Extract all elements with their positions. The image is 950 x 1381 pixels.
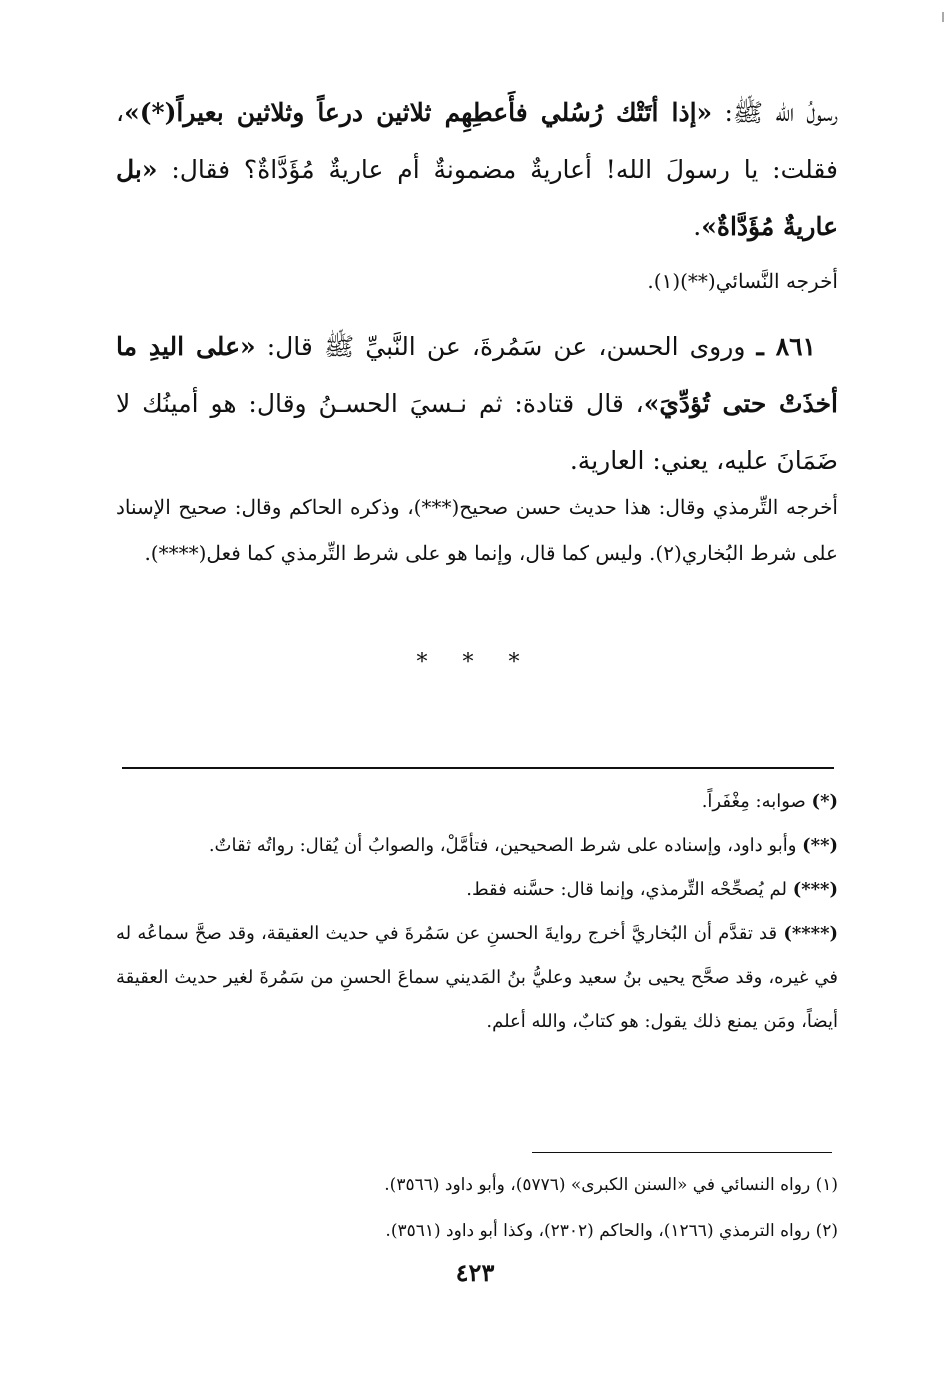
takhrij-nasai: أخرجه النَّسائي(**)(١).: [647, 269, 838, 293]
hadith-text: ، قال قتادة: ثم نـسيَ الحسـنُ وقال: هو أمينُك لا ضَمَانَ عليه، يعني: العارية.: [116, 389, 838, 475]
note-text: صوابه: مِغْفَراً.: [701, 791, 812, 812]
note-mark: (****): [783, 923, 838, 944]
hadith-paragraph-861: [116, 318, 838, 489]
note-mark: (***): [792, 879, 838, 900]
editor-note: [116, 912, 838, 1044]
note-mark: (**): [802, 835, 838, 856]
hadith-number: ٨٦١ ـ: [756, 332, 816, 361]
notes-divider: [122, 767, 834, 769]
note-mark: (*): [811, 791, 838, 812]
footnotes: [116, 1162, 838, 1254]
takhrij-tirmidhi: أخرجه التِّرمذي وقال: هذا حديث حسن صحيح(***)، وذكره الحاكم وقال: صحيح الإسناد على شرط البُخاري(٢). وليس كما قال، وإنما هو على شرط التِّرمذي كما فعل(****).: [116, 495, 838, 565]
page-number: ٤٢٣: [455, 1258, 495, 1287]
hadith-quote: «إذا أتَتْك رُسُلي فأَعطِهِم ثلاثين درعاً وثلاثين بعيراً(*)»: [124, 98, 713, 127]
hadith-text: ، فقلت: يا رسولَ الله! أعاريةٌ مضمونةٌ أم عاريةٌ مُؤَدَّاةٌ؟ فقال:: [116, 98, 838, 184]
footnotes-divider: [532, 1152, 832, 1153]
hadith-lead: رسولُ الله ﷺ:: [712, 98, 838, 127]
section-separator: * * *: [416, 650, 534, 675]
hadith-paragraph-1: [116, 84, 838, 255]
hadith-quote: «على اليدِ ما أخذَتْ حتى تُؤدِّيَ»: [116, 332, 838, 418]
note-text: لم يُصحِّحْه التِّرمذي، وإنما قال: حسَّنه فقط.: [466, 879, 793, 900]
editor-note: [116, 780, 838, 824]
editor-note: [116, 868, 838, 912]
footnote-1: (١) رواه النسائي في «السنن الكبرى» (٥٧٧٦)، وأبو داود (٣٥٦٦).: [384, 1175, 838, 1195]
hadith-answer: «بل عاريةٌ مُؤَدَّاةٌ»: [116, 155, 838, 241]
hadith-lead: وروى الحسن، عن سَمُرةَ، عن النَّبيِّ ﷺ قال:: [255, 332, 757, 361]
editor-note: [116, 824, 838, 868]
note-text: قد تقدَّم أن البُخاريَّ أخرج روايةَ الحسنِ عن سَمُرةَ في حديث العقيقة، وقد صحَّ سماعُه له في غيره، وقد صحَّح يحيى بنُ سعيد وعليُّ بنُ المَديني سماعَ الحسنِ من سَمُرةَ لغير حديث العقيقة أيضاً، ومَن يمنع ذلك يقول: هو كتابٌ، والله أعلم.: [116, 923, 838, 1032]
note-text: وأبو داود، وإسناده على شرط الصحيحين، فتأمَّلْ، والصوابُ أن يُقال: رواتُه ثقاتٌ.: [208, 835, 803, 856]
scan-edge-mark: [942, 12, 944, 22]
editor-notes: [116, 780, 838, 1044]
footnote-2: (٢) رواه الترمذي (١٢٦٦)، والحاكم (٢٣٠٢)، وكذا أبو داود (٣٥٦١).: [385, 1221, 838, 1241]
hadith-end: .: [693, 212, 702, 241]
